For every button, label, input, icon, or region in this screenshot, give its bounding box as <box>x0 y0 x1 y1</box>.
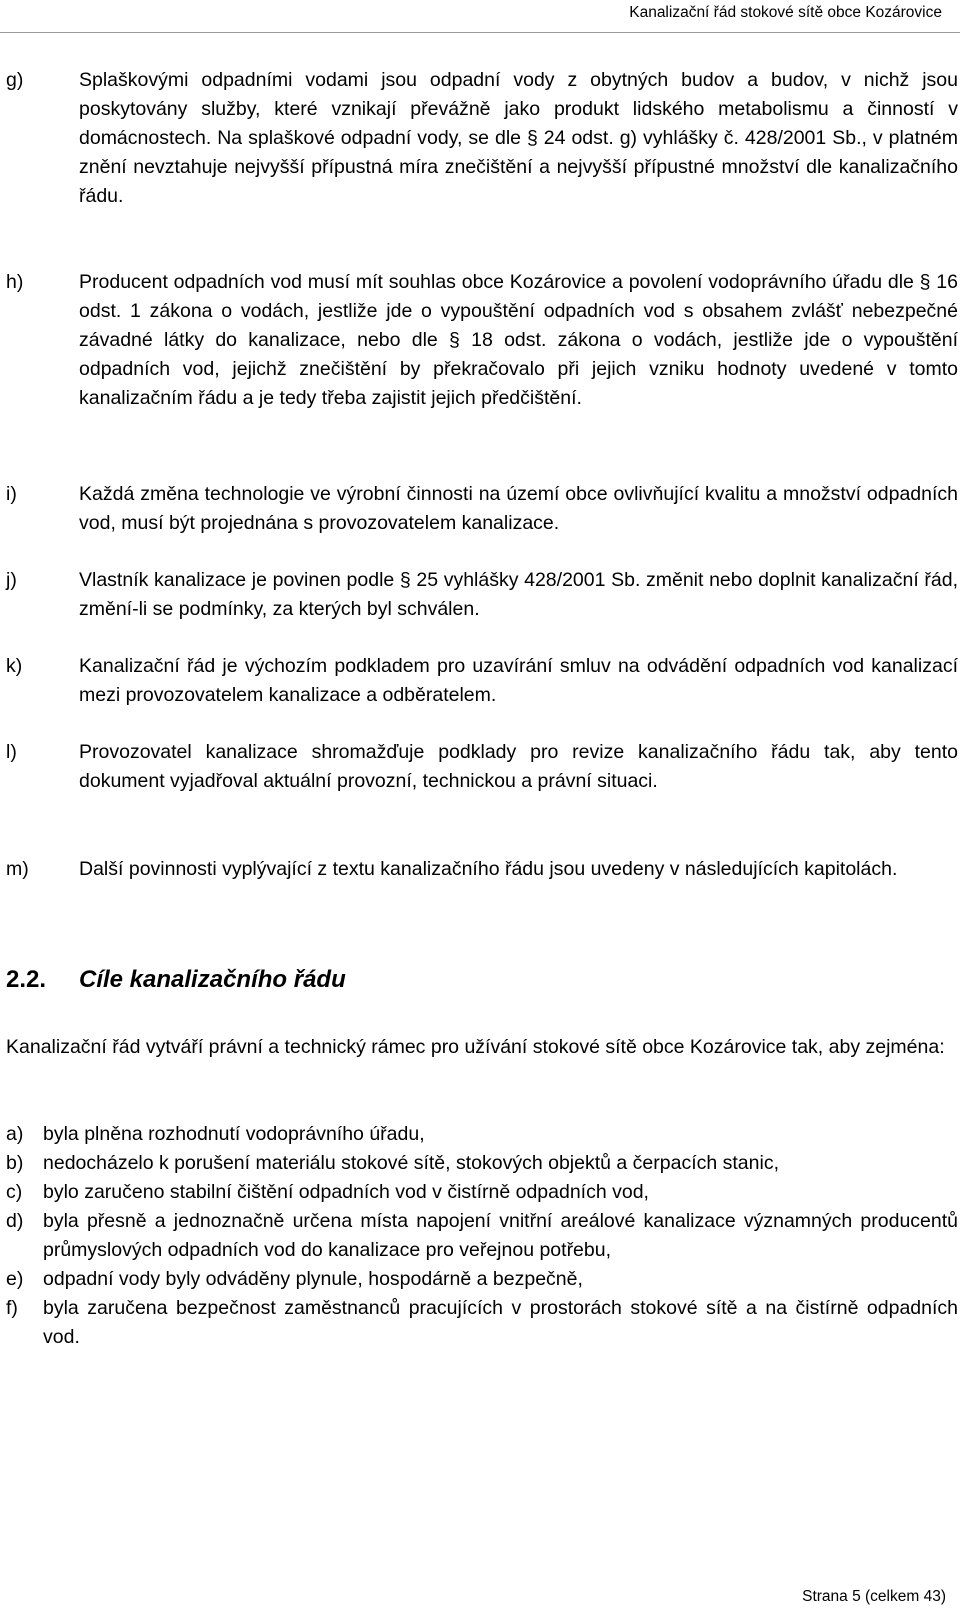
list-item-label: e) <box>6 1268 24 1290</box>
list-item-text: byla plněna rozhodnutí vodoprávního úřadu, <box>43 1123 425 1145</box>
paragraph-text: Splaškovými odpadními vodami jsou odpadní vody z obytných budov a budov, v nichž jsou poskytovány služby, které vznikají převážně jako produkt lidského metabolismu a činností v domácnostech. Na splaškové odpadní vody, se dle § 24 odst. g) vyhlášky č. 428/2001 Sb., v platném znění nevztahuje nejvyšší přípustná míra znečištění a nejvyšší přípustné množství dle kanalizačního řádu. <box>79 69 958 207</box>
paragraph-j <box>0 566 958 624</box>
paragraph-i <box>0 480 958 538</box>
section-title: Cíle kanalizačního řádu <box>79 966 346 993</box>
list-item-label: f) <box>6 1297 18 1319</box>
list-item <box>0 1265 958 1294</box>
paragraph-h <box>0 268 958 413</box>
list-item <box>0 1294 958 1352</box>
paragraph-label: k) <box>6 655 23 677</box>
page-header-title: Kanalizační řád stokové sítě obce Kozárovice <box>629 4 942 21</box>
list-item-label: d) <box>6 1210 24 1232</box>
list-item-text: nedocházelo k porušení materiálu stokové sítě, stokových objektů a čerpacích stanic, <box>43 1152 779 1174</box>
goals-list <box>0 1120 958 1352</box>
list-item-label: b) <box>6 1152 24 1174</box>
list-item-label: c) <box>6 1181 23 1203</box>
list-item <box>0 1149 958 1178</box>
section-number: 2.2. <box>6 966 47 993</box>
paragraph-l <box>0 738 958 796</box>
paragraph-label: l) <box>6 741 17 763</box>
list-item <box>0 1178 958 1207</box>
paragraph-text: Kanalizační řád je výchozím podkladem pro uzavírání smluv na odvádění odpadních vod kanalizací mezi provozovatelem kanalizace a odběratelem. <box>79 655 958 706</box>
paragraph-text: Vlastník kanalizace je povinen podle § 25 vyhlášky 428/2001 Sb. změnit nebo doplnit kanalizační řád, změní-li se podmínky, za kterých byl schválen. <box>79 569 958 620</box>
paragraph-label: h) <box>6 271 24 293</box>
paragraph-label: i) <box>6 483 17 505</box>
list-item-text: byla zaručena bezpečnost zaměstnanců pracujících v prostorách stokové sítě a na čistírně odpadních vod. <box>43 1297 958 1348</box>
list-item-text: bylo zaručeno stabilní čištění odpadních vod v čistírně odpadních vod, <box>43 1181 649 1203</box>
paragraph-text: Provozovatel kanalizace shromažďuje podklady pro revize kanalizačního řádu tak, aby tento dokument vyjadřoval aktuální provozní, technickou a právní situaci. <box>79 741 958 792</box>
paragraph-label: j) <box>6 569 17 591</box>
header-divider <box>0 32 960 33</box>
list-item-text: byla přesně a jednoznačně určena místa napojení vnitřní areálové kanalizace významných producentů průmyslových odpadních vod do kanalizace pro veřejnou potřebu, <box>43 1210 958 1261</box>
paragraph-label: g) <box>6 69 24 91</box>
list-item-label: a) <box>6 1123 24 1145</box>
list-item <box>0 1120 958 1149</box>
paragraph-text: Producent odpadních vod musí mít souhlas obce Kozárovice a povolení vodoprávního úřadu dle § 16 odst. 1 zákona o vodách, jestliže jde o vypouštění odpadních vod s obsahem zvlášť nebezpečné závadné látky do kanalizace, nebo dle § 18 odst. zákona o vodách, jestliže jde o vypouštění odpadních vod, jejichž znečištění by překračovalo při jejich vzniku hodnoty uvedené v tomto kanalizačním řádu a je tedy třeba zajistit jejich předčištění. <box>79 271 958 409</box>
paragraph-text: Další povinnosti vyplývající z textu kanalizačního řádu jsou uvedeny v následujících kapitolách. <box>79 858 898 880</box>
paragraph-label: m) <box>6 858 29 880</box>
list-item-text: odpadní vody byly odváděny plynule, hospodárně a bezpečně, <box>43 1268 583 1290</box>
section-heading <box>6 966 346 994</box>
paragraph-text: Každá změna technologie ve výrobní činnosti na území obce ovlivňující kvalitu a množství odpadních vod, musí být projednána s provozovatelem kanalizace. <box>79 483 958 534</box>
paragraph-m <box>0 855 958 884</box>
paragraph-g <box>0 66 958 211</box>
paragraph-k <box>0 652 958 710</box>
list-item <box>0 1207 958 1265</box>
section-intro: Kanalizační řád vytváří právní a technický rámec pro užívání stokové sítě obce Kozárovice tak, aby zejména: <box>6 1036 945 1058</box>
page-number: Strana 5 (celkem 43) <box>802 1588 946 1605</box>
